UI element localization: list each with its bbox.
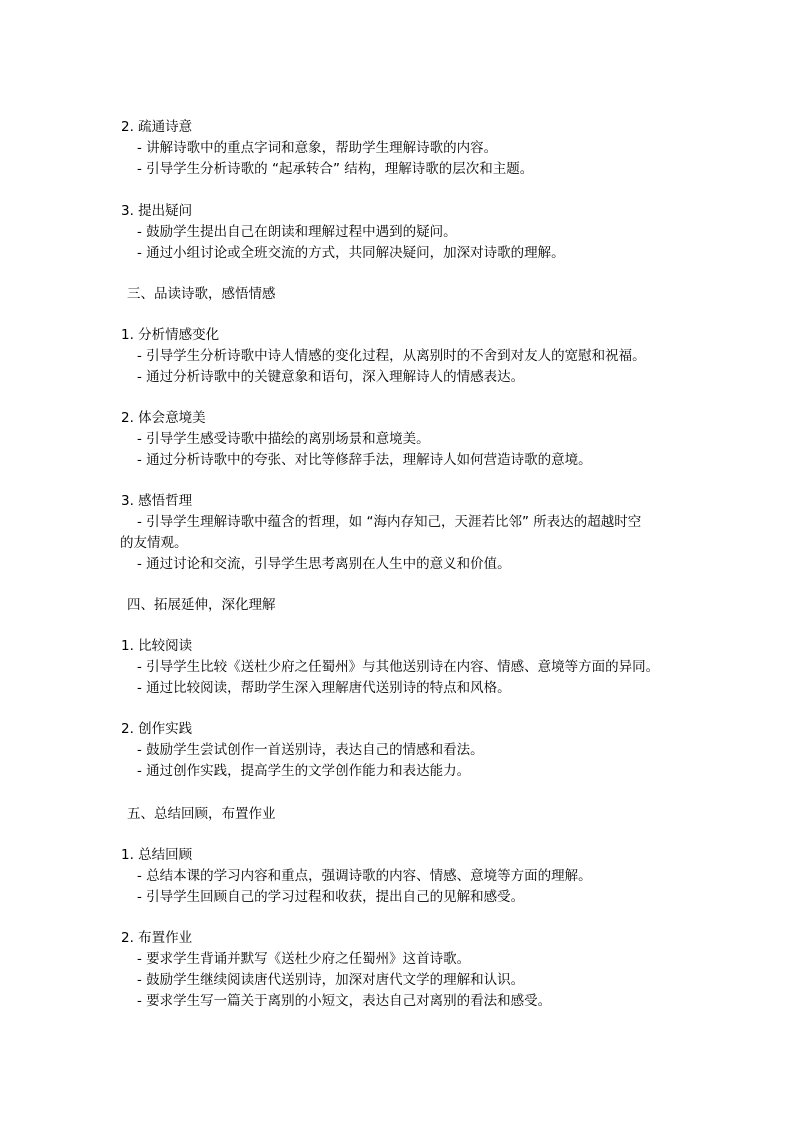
list-item: - 引导学生分析诗歌的 “起承转合” 结构，理解诗歌的层次和主题。 [137,161,534,177]
list-item: - 通过分析诗歌中的关键意象和语句，深入理解诗人的情感表达。 [137,369,525,385]
list-item: - 通过讨论和交流，引导学生思考离别在人生中的意义和价值。 [137,556,511,572]
heading: 2. 体会意境美 [121,410,206,426]
list-item: - 通过小组讨论或全班交流的方式，共同解决疑问，加深对诗歌的理解。 [137,245,565,261]
heading: 1. 分析情感变化 [121,327,220,343]
section-title: 五、总结回顾，布置作业 [127,806,276,822]
heading: 1. 比较阅读 [121,638,193,654]
heading: 2. 布置作业 [121,930,193,946]
list-item: - 要求学生背诵并默写《送杜少府之任蜀州》这首诗歌。 [137,951,471,967]
section-title: 三、品读诗歌，感悟情感 [127,286,276,302]
list-item: - 引导学生分析诗歌中诗人情感的变化过程，从离别时的不舍到对友人的宽慰和祝福。 [137,348,646,364]
list-item: - 鼓励学生尝试创作一首送别诗，表达自己的情感和看法。 [137,742,484,758]
heading: 2. 疏通诗意 [121,119,193,135]
list-item: - 鼓励学生提出自己在朗读和理解过程中遇到的疑问。 [137,224,457,240]
list-item: - 引导学生理解诗歌中蕴含的哲理，如 “海内存知己，天涯若比邻” 所表达的超越时空 [137,514,642,530]
heading: 3. 提出疑问 [121,203,193,219]
list-item: - 引导学生回顾自己的学习过程和收获，提出自己的见解和感受。 [137,889,525,905]
list-item: - 通过分析诗歌中的夸张、对比等修辞手法，理解诗人如何营造诗歌的意境。 [137,452,592,468]
section-title: 四、拓展延伸，深化理解 [127,597,276,613]
list-item: - 总结本课的学习内容和重点，强调诗歌的内容、情感、意境等方面的理解。 [137,868,592,884]
heading: 1. 总结回顾 [121,847,193,863]
list-item-continuation: 的友情观。 [120,535,188,551]
list-item: - 通过创作实践，提高学生的文学创作能力和表达能力。 [137,763,471,779]
list-item: - 讲解诗歌中的重点字词和意象，帮助学生理解诗歌的内容。 [137,140,498,156]
list-item: - 引导学生感受诗歌中描绘的离别场景和意境美。 [137,431,430,447]
heading: 3. 感悟哲理 [121,493,193,509]
list-item: - 通过比较阅读，帮助学生深入理解唐代送别诗的特点和风格。 [137,680,511,696]
list-item: - 鼓励学生继续阅读唐代送别诗，加深对唐代文学的理解和认识。 [137,972,525,988]
list-item: - 引导学生比较《送杜少府之任蜀州》与其他送别诗在内容、情感、意境等方面的异同。 [137,659,660,675]
heading: 2. 创作实践 [121,721,193,737]
list-item: - 要求学生写一篇关于离别的小短文，表达自己对离别的看法和感受。 [137,993,552,1009]
